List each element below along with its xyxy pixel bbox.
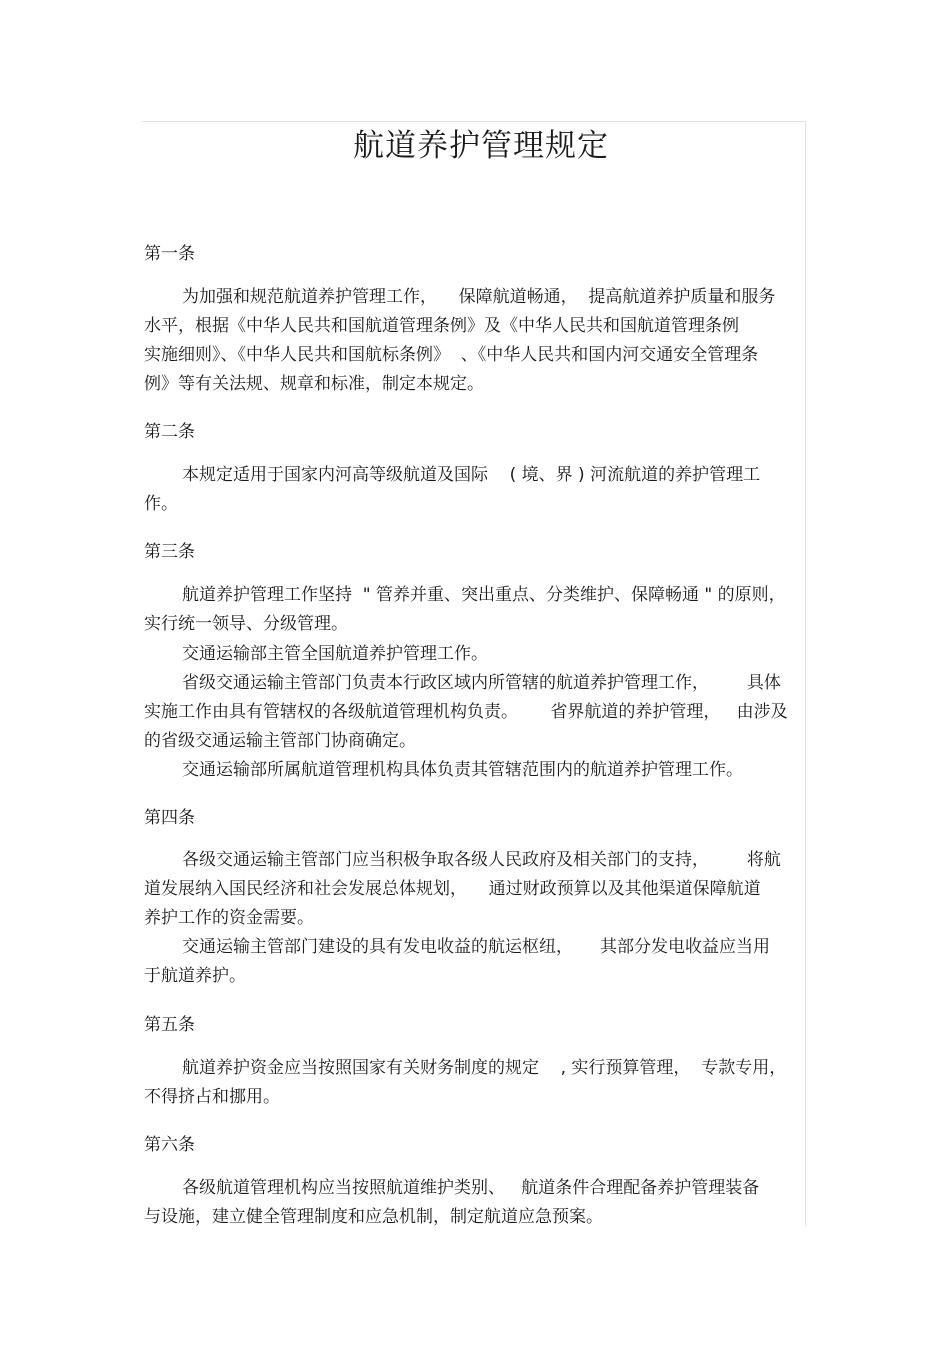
article-1-line-4: 例》等有关法规、规章和标准，制定本规定。 — [144, 374, 484, 394]
article-1-line-1: 为加强和规范航道养护管理工作， 保障航道畅通， 提高航道养护质量和服务 — [182, 287, 776, 307]
article-3-line-7: 交通运输部所属航道管理机构具体负责其管辖范围内的航道养护管理工作。 — [182, 760, 743, 780]
article-3-heading: 第三条 — [144, 542, 195, 562]
document-title: 航道养护管理规定 — [353, 128, 609, 164]
article-2-line-2: 作。 — [144, 494, 178, 514]
article-4-line-5: 于航道养护。 — [144, 966, 246, 986]
article-6-line-1: 各级航道管理机构应当按照航道维护类别、 航道条件合理配备养护管理装备 — [182, 1178, 760, 1198]
article-2-heading: 第二条 — [144, 422, 195, 442]
article-3-line-6: 的省级交通运输主管部门协商确定。 — [144, 731, 416, 751]
article-3-line-5: 实施工作由具有管辖权的各级航道管理机构负责。 省界航道的养护管理， 由涉及 — [144, 702, 788, 722]
article-1-line-3: 实施细则》、《中华人民共和国航标条例》 、《中华人民共和国内河交通安全管理条 — [144, 345, 759, 365]
article-6-line-2: 与设施，建立健全管理制度和应急机制，制定航道应急预案。 — [144, 1207, 603, 1227]
article-3-line-1: 航道养护管理工作坚持 " 管养并重、突出重点、分类维护、保障畅通 " 的原则， — [182, 585, 786, 605]
article-4-line-3: 养护工作的资金需要。 — [144, 908, 314, 928]
article-5-line-1: 航道养护资金应当按照国家有关财务制度的规定 , 实行预算管理， 专款专用， — [182, 1058, 787, 1078]
article-3-line-2: 实行统一领导、分级管理。 — [144, 614, 348, 634]
article-4-line-1: 各级交通运输主管部门应当积极争取各级人民政府及相关部门的支持， 将航 — [182, 850, 781, 870]
article-5-heading: 第五条 — [144, 1015, 195, 1035]
article-3-line-3: 交通运输部主管全国航道养护管理工作。 — [182, 644, 488, 664]
article-1-heading: 第一条 — [144, 244, 195, 264]
article-1-line-2: 水平，根据《中华人民共和国航道管理条例》及《中华人民共和国航道管理条例 — [144, 316, 739, 336]
article-4-line-4: 交通运输主管部门建设的具有发电收益的航运枢纽， 其部分发电收益应当用 — [182, 937, 771, 957]
article-5-line-2: 不得挤占和挪用。 — [144, 1087, 280, 1107]
article-2-line-1: 本规定适用于国家内河高等级航道及国际 ( 境、界 ) 河流航道的养护管理工 — [182, 465, 761, 485]
article-4-line-2: 道发展纳入国民经济和社会发展总体规划， 通过财政预算以及其他渠道保障航道 — [144, 879, 761, 899]
article-6-heading: 第六条 — [144, 1135, 195, 1155]
article-3-line-4: 省级交通运输主管部门负责本行政区域内所管辖的航道养护管理工作， 具体 — [182, 673, 781, 693]
article-4-heading: 第四条 — [144, 808, 195, 828]
